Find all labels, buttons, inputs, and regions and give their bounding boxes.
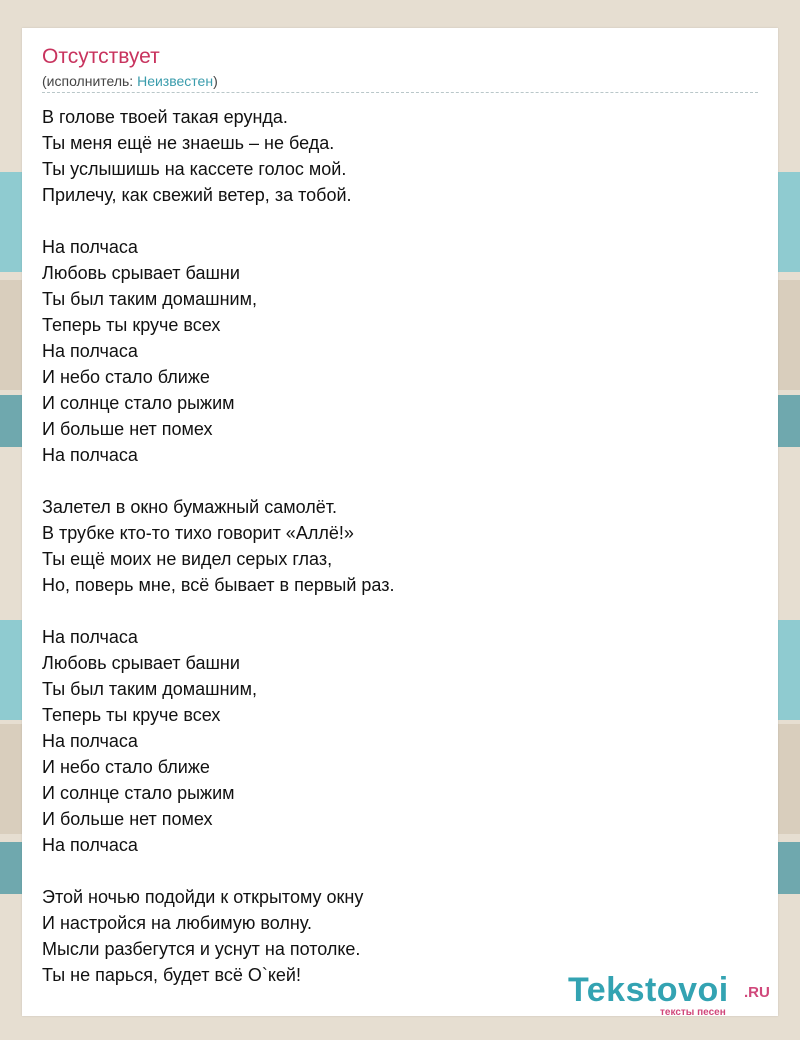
lyric-line: Ты ещё моих не видел серых глаз,: [42, 549, 333, 569]
lyric-line: Мысли разбегутся и уснут на потолке.: [42, 939, 361, 959]
lyrics-card: [22, 28, 778, 1016]
lyric-line: Залетел в окно бумажный самолёт.: [42, 497, 337, 517]
stanza-break: [42, 468, 758, 494]
lyric-line: Ты был таким домашним,: [42, 679, 257, 699]
stanza-break: [42, 208, 758, 234]
lyric-line: На полчаса: [42, 237, 138, 257]
lyrics-body: [42, 104, 758, 988]
lyric-line: Теперь ты круче всех: [42, 705, 221, 725]
lyric-line: И солнце стало рыжим: [42, 393, 235, 413]
logo-tld: .RU: [744, 984, 770, 1001]
lyric-line: И больше нет помех: [42, 419, 213, 439]
logo-tagline: тексты песен: [660, 1007, 726, 1018]
lyric-line: На полчаса: [42, 341, 138, 361]
lyric-line: В трубке кто-то тихо говорит «Аллё!»: [42, 523, 354, 543]
stanza-break: [42, 858, 758, 884]
lyric-line: Этой ночью подойди к открытому окну: [42, 887, 364, 907]
lyric-line: И настройся на любимую волну.: [42, 913, 312, 933]
lyric-line: В голове твоей такая ерунда.: [42, 107, 288, 127]
logo-text: Tekstovoi: [568, 971, 729, 1009]
lyric-line: На полчаса: [42, 445, 138, 465]
lyric-line: Ты был таким домашним,: [42, 289, 257, 309]
lyric-line: Прилечу, как свежий ветер, за тобой.: [42, 185, 352, 205]
lyric-line: Любовь срывает башни: [42, 263, 240, 283]
artist-prefix: (исполнитель:: [42, 73, 138, 89]
lyric-line: Любовь срывает башни: [42, 653, 240, 673]
stanza-break: [42, 598, 758, 624]
lyric-line: На полчаса: [42, 731, 138, 751]
artist-suffix: ): [213, 73, 218, 89]
lyric-line: Но, поверь мне, всё бывает в первый раз.: [42, 575, 395, 595]
lyric-line: И больше нет помех: [42, 809, 213, 829]
lyric-line: На полчаса: [42, 627, 138, 647]
lyric-line: И небо стало ближе: [42, 757, 210, 777]
site-logo[interactable]: [568, 972, 778, 1018]
lyric-line: Ты услышишь на кассете голос мой.: [42, 159, 347, 179]
lyric-line: И небо стало ближе: [42, 367, 210, 387]
song-title: Отсутствует: [42, 45, 160, 68]
artist-line: [42, 72, 218, 90]
divider: [42, 92, 758, 93]
lyric-line: Ты меня ещё не знаешь – не беда.: [42, 133, 335, 153]
lyric-line: И солнце стало рыжим: [42, 783, 235, 803]
lyric-line: Теперь ты круче всех: [42, 315, 221, 335]
lyric-line: На полчаса: [42, 835, 138, 855]
lyric-line: Ты не парься, будет всё О`кей!: [42, 965, 301, 985]
artist-link[interactable]: Неизвестен: [137, 73, 214, 89]
